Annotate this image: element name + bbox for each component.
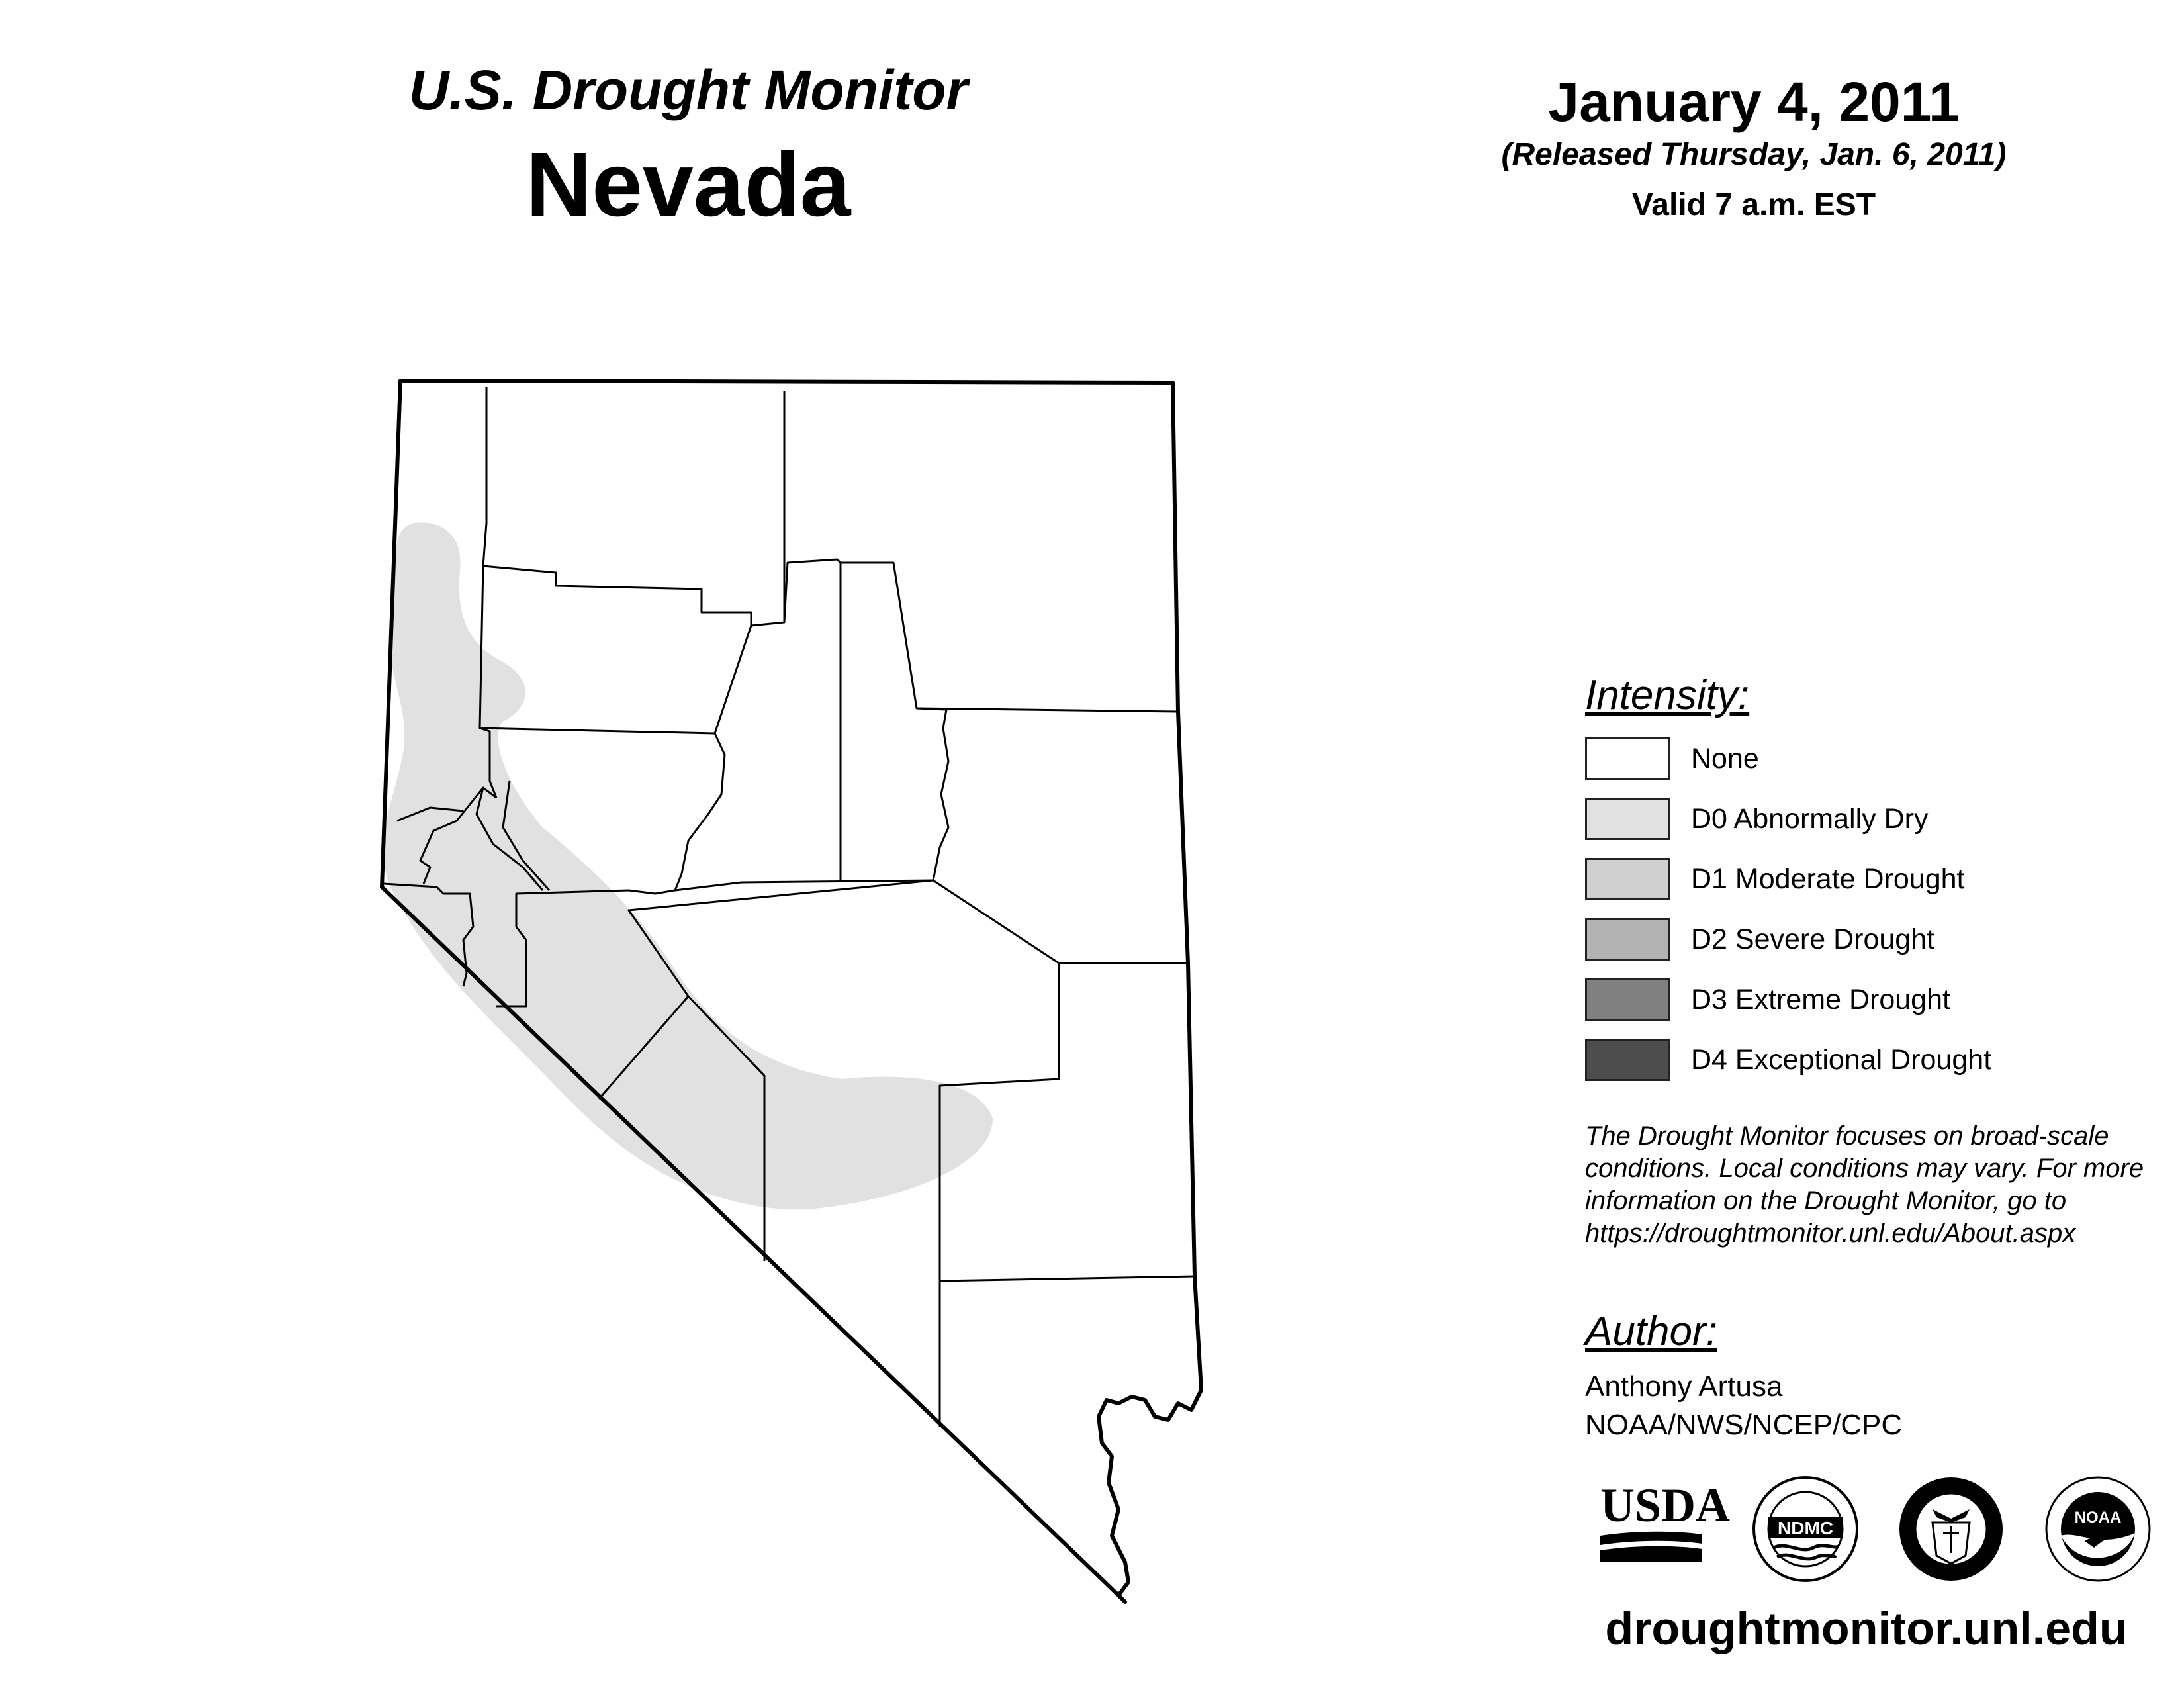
note-line: The Drought Monitor focuses on broad-scale	[1585, 1121, 2109, 1150]
legend-label: D0 Abnormally Dry	[1691, 803, 1929, 835]
usda-logo-text: USDA	[1600, 1479, 1731, 1532]
legend-label: D2 Severe Drought	[1691, 923, 1935, 955]
commerce-seal-logo	[1899, 1477, 2003, 1581]
author-organization: NOAA/NWS/NCEP/CPC	[1585, 1409, 1903, 1441]
ndmc-logo	[1754, 1477, 1857, 1581]
legend-label: None	[1691, 743, 1759, 774]
legend-swatch-none	[1585, 737, 1670, 780]
author-title: Author:	[1585, 1309, 1717, 1354]
legend-swatch-d3	[1585, 978, 1670, 1021]
note-link[interactable]: https://droughtmonitor.unl.edu/About.aspx	[1585, 1219, 2076, 1248]
noaa-logo-text: NOAA	[2074, 1509, 2122, 1526]
ndmc-logo-text: NDMC	[1778, 1518, 1833, 1538]
author-name: Anthony Artusa	[1585, 1370, 1783, 1403]
usda-logo	[1600, 1479, 1730, 1562]
note-line: conditions. Local conditions may vary. For more	[1585, 1154, 2144, 1183]
legend-swatch-d0	[1585, 798, 1670, 840]
legend-swatch-d2	[1585, 918, 1670, 961]
agency-logos	[1575, 1470, 2171, 1589]
release-date: (Released Thursday, Jan. 6, 2011)	[1501, 137, 2007, 172]
website-link[interactable]: droughtmonitor.unl.edu	[1605, 1603, 2128, 1654]
state-title: Nevada	[525, 134, 851, 236]
noaa-logo	[2046, 1477, 2150, 1581]
legend-title: Intensity:	[1585, 673, 1750, 718]
legend-label: D4 Exceptional Drought	[1691, 1044, 1992, 1076]
drought-monitor-note	[1585, 1120, 2167, 1250]
legend-label: D1 Moderate Drought	[1691, 863, 1965, 895]
legend-swatch-d4	[1585, 1039, 1670, 1081]
legend-label: D3 Extreme Drought	[1691, 984, 1950, 1015]
note-line: information on the Drought Monitor, go to	[1585, 1186, 2067, 1215]
valid-time: Valid 7 a.m. EST	[1631, 187, 1876, 222]
map-date: January 4, 2011	[1548, 71, 1960, 133]
product-title: U.S. Drought Monitor	[408, 59, 968, 121]
legend-swatch-d1	[1585, 858, 1670, 900]
d0-abnormally-dry-area	[383, 522, 993, 1209]
